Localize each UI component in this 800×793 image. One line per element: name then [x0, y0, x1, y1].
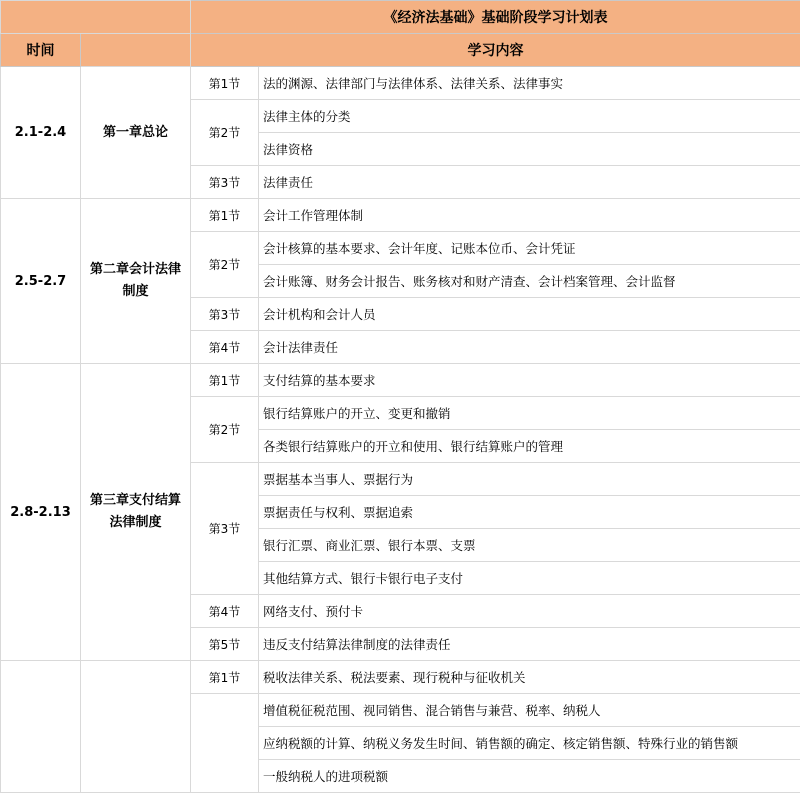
content-cell: 一般纳税人的进项税额	[259, 760, 800, 793]
content-cell: 税收法律关系、税法要素、现行税种与征收机关	[259, 661, 800, 694]
content-cell: 各类银行结算账户的开立和使用、银行结算账户的管理	[259, 430, 800, 463]
title-blank-cell	[1, 1, 191, 34]
section-cell: 第4节	[191, 595, 259, 628]
content-cell: 会计法律责任	[259, 331, 800, 364]
content-cell: 银行汇票、商业汇票、银行本票、支票	[259, 529, 800, 562]
content-cell: 会计核算的基本要求、会计年度、记账本位币、会计凭证	[259, 232, 800, 265]
section-cell: 第2节	[191, 397, 259, 463]
section-cell: 第3节	[191, 166, 259, 199]
content-cell: 法律主体的分类	[259, 100, 800, 133]
header-blank-cell	[81, 34, 191, 67]
time-cell: 2.5-2.7	[1, 199, 81, 364]
chapter-cell: 第三章支付结算法律制度	[81, 364, 191, 661]
chapter-cell: 第二章会计法律制度	[81, 199, 191, 364]
content-cell: 法的渊源、法律部门与法律体系、法律关系、法律事实	[259, 67, 800, 100]
content-cell: 违反支付结算法律制度的法律责任	[259, 628, 800, 661]
content-cell: 会计机构和会计人员	[259, 298, 800, 331]
section-cell: 第2节	[191, 232, 259, 298]
content-cell: 法律资格	[259, 133, 800, 166]
content-cell: 会计账簿、财务会计报告、账务核对和财产清查、会计档案管理、会计监督	[259, 265, 800, 298]
chapter-cell	[81, 661, 191, 793]
time-cell: 2.8-2.13	[1, 364, 81, 661]
section-cell: 第5节	[191, 628, 259, 661]
time-cell: 2.1-2.4	[1, 67, 81, 199]
chapter-cell: 第一章总论	[81, 67, 191, 199]
content-cell: 票据责任与权利、票据追索	[259, 496, 800, 529]
content-cell: 银行结算账户的开立、变更和撤销	[259, 397, 800, 430]
table-title: 《经济法基础》基础阶段学习计划表	[191, 1, 800, 34]
section-cell: 第4节	[191, 331, 259, 364]
section-cell: 第1节	[191, 661, 259, 694]
time-cell	[1, 661, 81, 793]
header-content: 学习内容	[191, 34, 800, 67]
section-cell: 第2节	[191, 100, 259, 166]
header-time: 时间	[1, 34, 81, 67]
content-cell: 法律责任	[259, 166, 800, 199]
section-cell: 第3节	[191, 463, 259, 595]
content-cell: 支付结算的基本要求	[259, 364, 800, 397]
content-cell: 应纳税额的计算、纳税义务发生时间、销售额的确定、核定销售额、特殊行业的销售额	[259, 727, 800, 760]
content-cell: 网络支付、预付卡	[259, 595, 800, 628]
section-cell: 第1节	[191, 67, 259, 100]
content-cell: 增值税征税范围、视同销售、混合销售与兼营、税率、纳税人	[259, 694, 800, 727]
section-cell: 第1节	[191, 199, 259, 232]
section-cell: 第3节	[191, 298, 259, 331]
content-cell: 会计工作管理体制	[259, 199, 800, 232]
content-cell: 其他结算方式、银行卡银行电子支付	[259, 562, 800, 595]
section-cell: 第1节	[191, 364, 259, 397]
content-cell: 票据基本当事人、票据行为	[259, 463, 800, 496]
section-cell	[191, 694, 259, 793]
